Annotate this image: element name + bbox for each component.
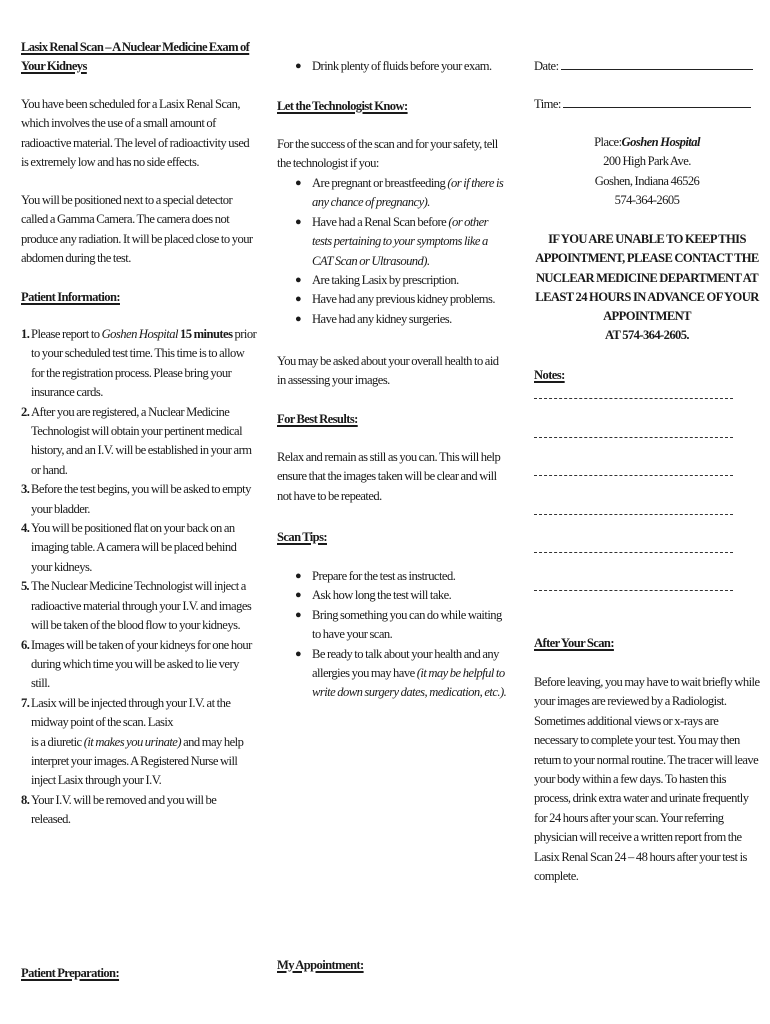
notes-line-3[interactable] — [534, 475, 733, 476]
bullet-icon: ● — [295, 274, 302, 287]
item-number: 1. — [21, 327, 30, 341]
patient-info-item-8 — [21, 791, 257, 830]
time-label: Time: — [534, 97, 561, 111]
item-text: Are pregnant or breastfeeding — [312, 176, 448, 190]
item-note: (or other tests pertaining to your symptoms like a CAT Scan or Ultrasound). — [312, 214, 488, 268]
item-text: Please report to — [31, 327, 102, 341]
arrival-time-emphasis: 15 minutes — [177, 327, 233, 341]
item-text: and may help interpret your images. A Registered Nurse will inject Lasix through your I.V. — [31, 734, 244, 788]
technologist-item-3 — [277, 271, 507, 290]
health-note: You may be asked about your overall health to aid in assessing your images. — [277, 354, 499, 388]
date-label: Date: — [534, 59, 559, 73]
prep-item — [277, 57, 507, 76]
notes-line-2[interactable] — [534, 437, 733, 438]
bullet-icon: ● — [295, 177, 302, 189]
technologist-list — [277, 174, 507, 329]
bullet-icon: ● — [295, 312, 302, 325]
diuretic-note: (it makes you urinate) — [83, 734, 181, 749]
best-results-text: Relax and remain as still as you can. This will help ensure that the images taken will be clear and will not have to be repeated. — [277, 450, 501, 503]
notice-line: APPOINTMENT — [603, 309, 691, 324]
patient-info-item-2 — [21, 403, 257, 481]
after-scan-heading: After Your Scan: — [534, 636, 614, 650]
patient-info-list — [21, 325, 257, 830]
scan-tip-4 — [277, 645, 507, 703]
item-text: The Nuclear Medicine Technologist will inject a radioactive material through your I.V. and images will be taken of the blood flow to your kidneys. — [31, 579, 252, 633]
document-title — [21, 38, 261, 76]
intro-paragraph-1: You have been scheduled for a Lasix Renal Scan, which involves the use of a small amount of radioactive material. The level of radioactivity used is extremely low and has no side effects. — [21, 97, 250, 170]
item-text: Bring something you can do while waiting to have your scan. — [312, 607, 502, 642]
place-label: Place: — [594, 135, 622, 149]
notice-line: IF YOU ARE UNABLE TO KEEP THIS — [548, 232, 746, 246]
address-line-2: Goshen, Indiana 46526 — [594, 173, 700, 188]
time-field-row — [534, 95, 760, 114]
item-text: After you are registered, a Nuclear Medicine Technologist will obtain your pertinent medical history, and an I.V. will be established in your arm or hand. — [31, 404, 252, 477]
notice-line: LEAST 24 HOURS IN ADVANCE OF YOUR — [535, 289, 759, 304]
technologist-item-1 — [277, 174, 507, 213]
item-text: Prepare for the test as instructed. — [312, 569, 456, 583]
item-note: (it may be helpful to write down surgery dates, medication, etc.). — [312, 666, 507, 700]
item-number: 4. — [21, 521, 30, 536]
bullet-icon: ● — [295, 608, 302, 621]
notes-heading: Notes: — [534, 368, 565, 382]
patient-info-item-1 — [21, 325, 257, 403]
location-block — [534, 133, 760, 211]
prep-list — [277, 57, 507, 76]
patient-info-item-7 — [21, 694, 257, 791]
item-text: Images will be taken of your kidneys for one hour during which time you will be asked to lie very still. — [31, 637, 252, 691]
item-text: Are taking Lasix by prescription. — [312, 273, 459, 288]
date-input-line[interactable] — [561, 57, 753, 70]
item-text: Your I.V. will be removed and you will be released. — [31, 792, 217, 827]
bullet-icon: ● — [295, 60, 302, 72]
after-scan-text: Before leaving, you may have to wait briefly while your images are reviewed by a Radiologist. Sometimes additional views or x-rays are necessary to complete your test. You may then return to your normal routine. The tracer will leave your body within a few days. To hasten this process, drink extra water and urinate frequently for 24 hours after your scan. Your referring physician will receive a written report from the Lasix Renal Scan 24 – 48 hours after your test is complete. — [534, 675, 760, 884]
bullet-icon: ● — [295, 215, 302, 228]
item-number: 5. — [21, 579, 29, 594]
scan-tips-list — [277, 567, 507, 703]
title-line-2: Your Kidneys — [21, 59, 87, 73]
intro-paragraph-2: You will be positioned next to a special detector called a Gamma Camera. The camera does not produce any radiation. It will be placed close to your abdomen during the test. — [21, 193, 253, 266]
patient-info-item-6 — [21, 636, 257, 694]
item-text: is a diuretic — [31, 734, 84, 749]
bullet-icon: ● — [295, 589, 302, 602]
scan-tip-2 — [277, 586, 507, 605]
cancellation-notice — [528, 230, 766, 346]
notice-line: APPOINTMENT, PLEASE CONTACT THE — [535, 251, 759, 266]
technologist-item-4 — [277, 290, 507, 309]
bullet-icon: ● — [295, 293, 302, 306]
date-field-row — [534, 57, 760, 76]
technologist-item-5 — [277, 310, 507, 329]
patient-info-item-4 — [21, 519, 257, 577]
place-line — [534, 133, 760, 152]
patient-info-item-5 — [21, 577, 257, 635]
notes-line-5[interactable] — [534, 552, 733, 553]
patient-info-item-3 — [21, 480, 257, 519]
place-name: Goshen Hospital — [621, 135, 700, 149]
item-text: Lasix will be injected through your I.V. at the midway point of the scan. Lasix — [31, 695, 231, 730]
phone-number: 574-364-2605 — [614, 193, 680, 208]
technologist-item-2 — [277, 213, 507, 271]
item-number: 8. — [21, 792, 30, 807]
item-text: Have had a Renal Scan before — [312, 214, 449, 229]
item-text: Ask how long the test will take. — [312, 588, 452, 603]
item-text: Have had any kidney surgeries. — [312, 311, 452, 326]
notice-line: NUCLEAR MEDICINE DEPARTMENT AT — [535, 270, 759, 285]
patient-info-heading: Patient Information: — [21, 290, 120, 304]
address-line-1: 200 High Park Ave. — [603, 154, 691, 169]
technologist-intro: For the success of the scan and for your safety, tell the technologist if you: — [277, 137, 498, 171]
technologist-heading: Let the Technologist Know: — [277, 99, 408, 113]
my-appointment-heading: My Appointment: — [277, 958, 364, 972]
item-text: Be ready to talk about your health and any allergies you may have — [312, 646, 499, 681]
item-text: You will be positioned flat on your back on an imaging table. A camera will be placed behind your kidneys. — [31, 521, 237, 574]
scan-tip-3 — [277, 606, 507, 645]
notes-line-4[interactable] — [534, 514, 733, 515]
item-text: Drink plenty of fluids before your exam. — [312, 59, 492, 73]
time-input-line[interactable] — [563, 95, 751, 108]
scan-tips-heading: Scan Tips: — [277, 530, 327, 544]
item-number: 7. — [21, 695, 30, 710]
scan-tip-1 — [277, 567, 507, 586]
item-number: 6. — [21, 637, 30, 652]
item-text: Before the test begins, you will be asked to empty your bladder. — [31, 482, 251, 516]
hospital-name: Goshen Hospital — [101, 327, 178, 341]
notes-line-1[interactable] — [534, 398, 733, 399]
item-number: 2. — [21, 404, 30, 419]
item-text: Have had any previous kidney problems. — [312, 292, 495, 307]
item-note: (or if there is any chance of pregnancy). — [312, 176, 504, 210]
notes-line-6[interactable] — [534, 590, 733, 591]
best-results-heading: For Best Results: — [277, 412, 358, 426]
item-text: prior to your scheduled test time. This time is to allow for the registration process. Please bring your insurance cards. — [31, 327, 257, 400]
notes-lines — [534, 380, 760, 600]
bullet-icon: ● — [295, 647, 302, 660]
item-number: 3. — [21, 482, 30, 497]
bullet-icon: ● — [295, 570, 302, 582]
notice-line: AT 574-364-2605. — [605, 328, 689, 343]
patient-prep-heading: Patient Preparation: — [21, 966, 120, 980]
title-line-1: Lasix Renal Scan – A Nuclear Medicine Exam of — [21, 40, 250, 54]
